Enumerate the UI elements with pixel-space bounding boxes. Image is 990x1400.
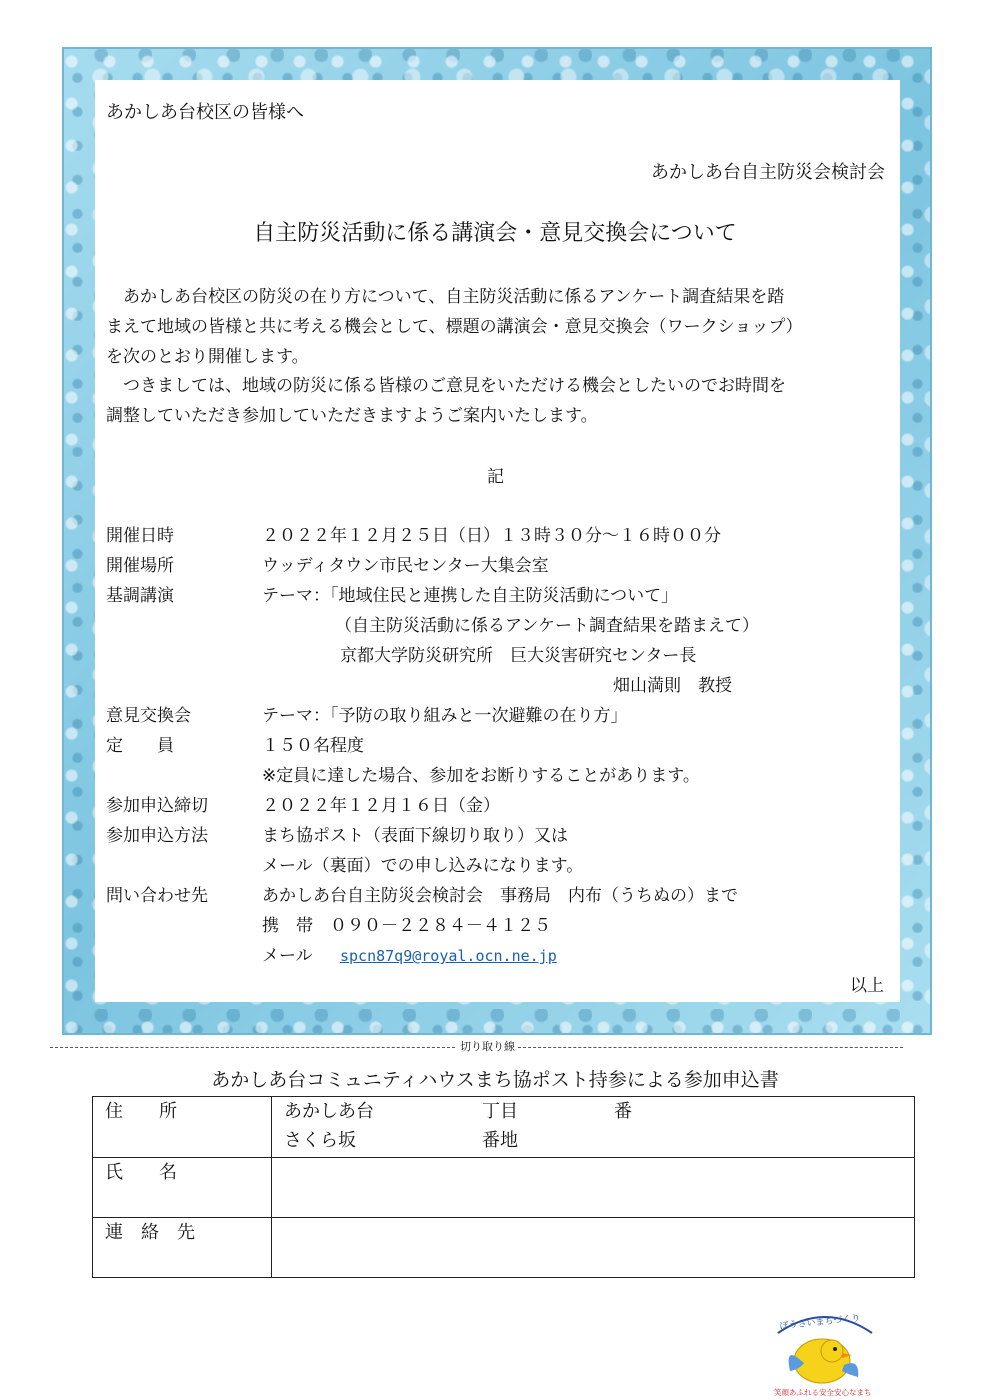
detail-label-capacity: 定 員 — [106, 736, 174, 756]
body-line: まえて地域の皆様と共に考える機会として、標題の講演会・意見交換会（ワークショップ） — [106, 317, 803, 337]
cut-line-right — [518, 1047, 903, 1048]
address-field[interactable] — [272, 1097, 915, 1158]
detail-value-phone: 携 帯 ０９０－２２８４－４１２５ — [262, 916, 551, 936]
address-town: あかしあ台 — [284, 1101, 374, 1122]
detail-value-exchange: テーマ：「予防の取り組みと一次避難の在り方」 — [262, 706, 628, 726]
detail-value-contact: あかしあ台自主防災会検討会 事務局 内布（うちぬの）まで — [262, 886, 738, 906]
detail-email-label: メール — [262, 946, 313, 966]
detail-value-method: まち協ポスト（表面下線切り取り）又は — [262, 826, 568, 846]
salutation: あかしあ台校区の皆様へ — [106, 102, 304, 123]
ki-mark: 記 — [487, 467, 504, 487]
application-form — [92, 1096, 915, 1278]
ijou-mark: 以上 — [850, 976, 884, 996]
detail-label-keynote: 基調講演 — [106, 586, 174, 606]
address-sakurazaka: さくら坂 — [284, 1130, 356, 1151]
detail-value-capacity-note: ※定員に達した場合、参加をお断りすることがあります。 — [262, 766, 700, 786]
body-line: あかしあ台校区の防災の在り方について、自主防災活動に係るアンケート調査結果を踏 — [106, 287, 785, 307]
address-banchi: 番地 — [482, 1130, 518, 1151]
email-link[interactable]: spcn87q9@royal.ocn.ne.jp — [340, 947, 557, 965]
detail-value-capacity: １５０名程度 — [262, 736, 364, 756]
contact-label-cell — [93, 1218, 272, 1278]
name-label: 氏 名 — [105, 1162, 177, 1183]
address-label: 住 所 — [105, 1101, 177, 1122]
detail-value-keynote-sub: （自主防災活動に係るアンケート調査結果を踏まえて） — [335, 616, 759, 636]
detail-value-keynote: テーマ：「地域住民と連携した自主防災活動について」 — [262, 586, 679, 606]
svg-text:笑顔あふれる安全安心なまち: 笑顔あふれる安全安心なまち — [774, 1388, 872, 1397]
name-field[interactable] — [272, 1158, 915, 1218]
detail-value-lecturer-name: 畑山満則 教授 — [613, 676, 732, 696]
address-chome: 丁目 — [482, 1101, 518, 1122]
contact-field[interactable] — [272, 1218, 915, 1278]
detail-value-lecturer-affiliation: 京都大学防災研究所 巨大災害研究センター長 — [340, 646, 697, 666]
detail-label-deadline: 参加申込締切 — [106, 796, 208, 816]
detail-label-method: 参加申込方法 — [106, 826, 208, 846]
cut-line-left — [50, 1047, 455, 1048]
cut-line-label: 切り取り線 — [460, 1040, 515, 1053]
sender: あかしあ台自主防災会検討会 — [651, 162, 885, 183]
svg-text:ぼうさいまちづくり: ぼうさいまちづくり — [779, 1313, 861, 1332]
body-line: つきましては、地域の防災に係る皆様のご意見をいただける機会としたいのでお時間を — [106, 376, 786, 396]
body-line: を次のとおり開催します。 — [106, 347, 309, 367]
body-line: 調整していただき参加していただきますようご案内いたします。 — [106, 406, 598, 426]
name-label-cell — [93, 1158, 272, 1218]
detail-value-date: ２０２２年１２月２５日（日）１３時３０分～１６時００分 — [262, 526, 721, 546]
detail-value-deadline: ２０２２年１２月１６日（金） — [262, 796, 500, 816]
form-title: あかしあ台コミュニティハウスまち協ポスト持参による参加申込書 — [211, 1069, 779, 1091]
detail-value-venue: ウッディタウン市民センター大集会室 — [262, 556, 549, 576]
detail-label-venue: 開催場所 — [106, 556, 174, 576]
detail-value-method-2: メール（裏面）での申し込みになります。 — [262, 856, 584, 876]
detail-label-date: 開催日時 — [106, 526, 174, 546]
detail-label-exchange: 意見交換会 — [106, 706, 191, 726]
detail-label-contact: 問い合わせ先 — [106, 886, 208, 906]
address-ban: 番 — [614, 1101, 632, 1122]
page-title: 自主防災活動に係る講演会・意見交換会について — [253, 221, 737, 246]
mascot-logo — [760, 1303, 890, 1398]
contact-label: 連 絡 先 — [105, 1222, 195, 1243]
address-label-cell — [93, 1097, 272, 1158]
